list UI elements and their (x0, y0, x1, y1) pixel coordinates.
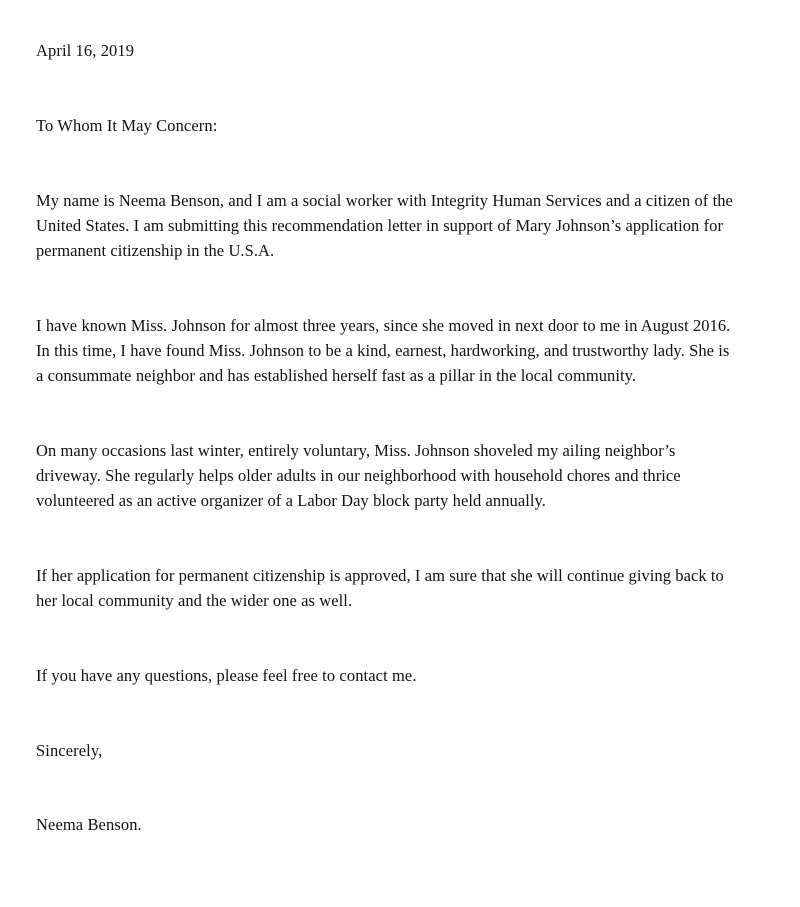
letter-date: April 16, 2019 (36, 41, 135, 60)
letter-paragraph-2: I have known Miss. Johnson for almost three years, since she moved in next door to me in August 2016. In this time, I have found Miss. Johnson to be a kind, earnest, hardworking, and trustworthy lady. She is a consummate neighbor and has established herself fast as a pillar in the local community. (36, 316, 731, 385)
letter-paragraph-3: On many occasions last winter, entirely voluntary, Miss. Johnson shoveled my ailing neighbor’s driveway. She regularly helps older adults in our neighborhood with household chores and thrice volunteered as an active organizer of a Labor Day block party held annually. (36, 441, 681, 510)
letter-paragraph-1: My name is Neema Benson, and I am a social worker with Integrity Human Services and a citizen of the United States. I am submitting this recommendation letter in support of Mary Johnson’s application for permanent citizenship in the U.S.A. (36, 191, 733, 260)
letter-contact-line: If you have any questions, please feel free to contact me. (36, 666, 417, 685)
letter-signature-name: Neema Benson. (36, 815, 142, 834)
letter-body (36, 36, 740, 837)
letter-sign-off: Sincerely, (36, 741, 103, 760)
letter-salutation: To Whom It May Concern: (36, 116, 218, 135)
letter-paragraph-4: If her application for permanent citizenship is approved, I am sure that she will continue giving back to her local community and the wider one as well. (36, 566, 724, 610)
